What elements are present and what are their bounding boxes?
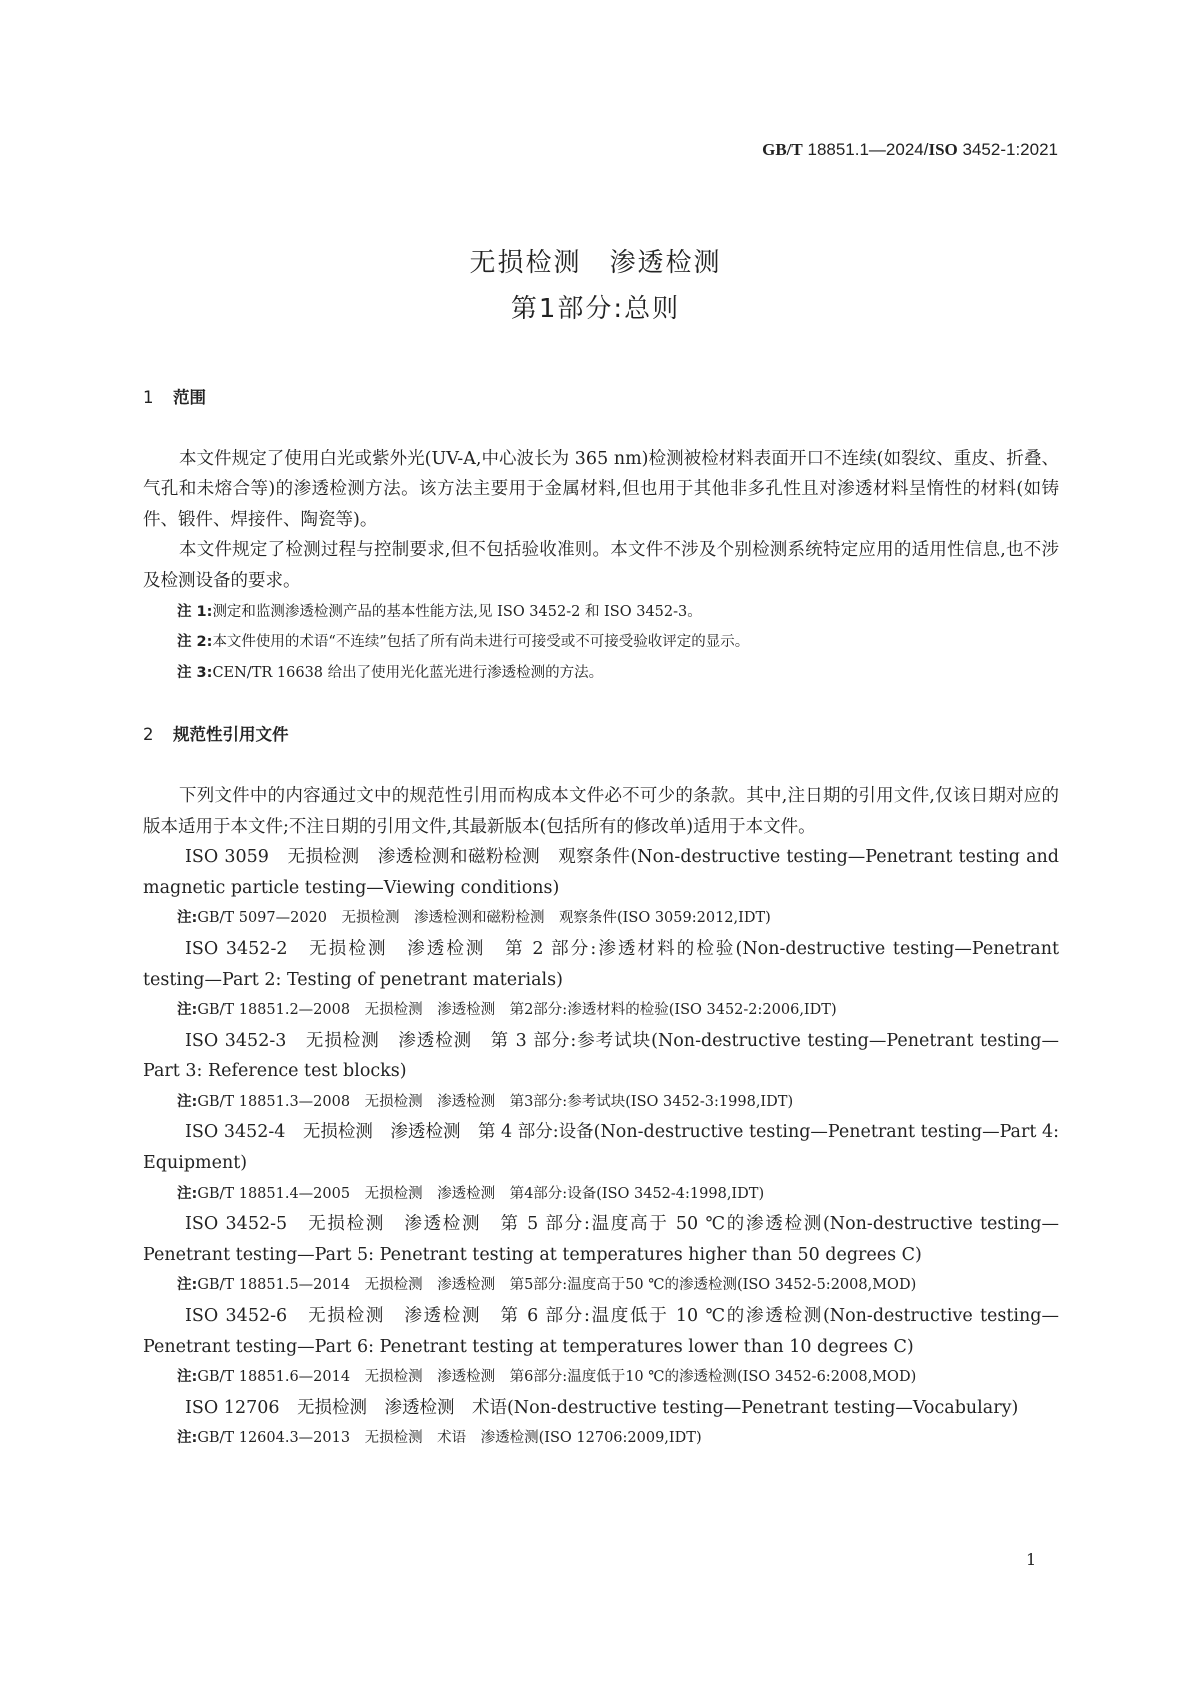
note-label: 注: (177, 1277, 198, 1294)
note-text: GB/T 12604.3—2013 无损检测 术语 渗透检测(ISO 12706:2009,IDT) (197, 1430, 702, 1447)
iso-number: 3452-1:2021 (962, 140, 1058, 159)
std-number: 18851.1—2024/ (807, 140, 929, 159)
note (143, 658, 1059, 689)
reference-list (143, 842, 1059, 1454)
note (143, 627, 1059, 658)
reference-entry: ISO 3059 无损检测 渗透检测和磁粉检测 观察条件(Non-destructive testing—Penetrant testing and magnetic particle testing—Viewing conditions) (143, 847, 1059, 898)
note-text: GB/T 18851.5—2014 无损检测 渗透检测 第5部分:温度高于50 ℃的渗透检测(ISO 3452-5:2008,MOD) (197, 1277, 917, 1294)
reference-entry: ISO 3452-2 无损检测 渗透检测 第 2 部分:渗透材料的检验(Non-destructive testing—Penetrant testing—Part 2: Testing of penetrant materials) (143, 938, 1059, 990)
note-text: CEN/TR 16638 给出了使用光化蓝光进行渗透检测的方法。 (212, 664, 604, 681)
reference-entry: ISO 3452-4 无损检测 渗透检测 第 4 部分:设备(Non-destructive testing—Penetrant testing—Part 4: Equipment) (143, 1122, 1059, 1174)
section-title: 规范性引用文件 (173, 725, 289, 745)
reference-entry: ISO 3452-6 无损检测 渗透检测 第 6 部分:温度低于 10 ℃的渗透检测(Non-destructive testing—Penetrant testing—Part 6: Penetrant testing at temperatures lower than 10 degrees C) (143, 1306, 1059, 1357)
page-number: 1 (1026, 1550, 1037, 1569)
note-label: 注: (177, 1369, 198, 1386)
note-text: GB/T 18851.6—2014 无损检测 渗透检测 第6部分:温度低于10 ℃的渗透检测(ISO 3452-6:2008,MOD) (197, 1369, 917, 1386)
title-line-1: 无损检测 渗透检测 (469, 248, 722, 278)
note-label: 注 1: (177, 603, 213, 620)
reference-note (143, 1087, 1059, 1118)
note (143, 597, 1059, 628)
reference-note (143, 1362, 1059, 1393)
document-body (143, 383, 1059, 1454)
reference-entry: ISO 12706 无损检测 渗透检测 术语(Non-destructive testing—Penetrant testing—Vocabulary) (185, 1397, 1019, 1418)
note-label: 注: (177, 1185, 198, 1202)
note-label: 注: (177, 1093, 198, 1110)
note-text: GB/T 18851.2—2008 无损检测 渗透检测 第2部分:渗透材料的检验(ISO 3452-2:2006,IDT) (197, 1002, 837, 1019)
section-title: 范围 (173, 388, 206, 407)
reference-note (143, 1270, 1059, 1301)
document-title (0, 240, 1191, 332)
note-label: 注: (177, 1430, 198, 1447)
note-label: 注: (177, 910, 198, 927)
section-number: 2 (143, 725, 154, 745)
note-text: 本文件使用的术语“不连续”包括了所有尚未进行可接受或不可接受验收评定的显示。 (212, 634, 750, 651)
paragraph: 本文件规定了使用白光或紫外光(UV-A,中心波长为 365 nm)检测被检材料表面开口不连续(如裂纹、重皮、折叠、气孔和未熔合等)的渗透检测方法。该方法主要用于金属材料,但也用于其他非多孔性且对渗透材料呈惰性的材料(如铸件、锻件、焊接件、陶瓷等)。 (143, 448, 1059, 530)
reference-note (143, 1423, 1059, 1454)
standard-number-header (762, 140, 1058, 160)
note-text: GB/T 18851.3—2008 无损检测 渗透检测 第3部分:参考试块(ISO 3452-3:1998,IDT) (197, 1093, 794, 1110)
paragraph: 本文件规定了检测过程与控制要求,但不包括验收准则。本文件不涉及个别检测系统特定应用的适用性信息,也不涉及检测设备的要求。 (143, 540, 1059, 591)
paragraph: 下列文件中的内容通过文中的规范性引用而构成本文件必不可少的条款。其中,注日期的引用文件,仅该日期对应的版本适用于本文件;不注日期的引用文件,其最新版本(包括所有的修改单)适用于本文件。 (143, 785, 1059, 837)
section-heading-normative-references (143, 720, 1059, 751)
note-label: 注 3: (177, 664, 213, 681)
title-line-2: 第1部分:总则 (510, 294, 681, 324)
reference-note (143, 903, 1059, 934)
note-text: 测定和监测渗透检测产品的基本性能方法,见 ISO 3452-2 和 ISO 3452-3。 (212, 603, 702, 620)
note-text: GB/T 5097—2020 无损检测 渗透检测和磁粉检测 观察条件(ISO 3059:2012,IDT) (197, 910, 771, 927)
section-heading-scope (143, 383, 1059, 414)
reference-note (143, 1179, 1059, 1210)
iso-prefix: ISO (928, 140, 958, 159)
note-text: GB/T 18851.4—2005 无损检测 渗透检测 第4部分:设备(ISO 3452-4:1998,IDT) (197, 1185, 765, 1202)
note-label: 注: (177, 1002, 198, 1019)
note-label: 注 2: (177, 634, 213, 651)
reference-entry: ISO 3452-3 无损检测 渗透检测 第 3 部分:参考试块(Non-destructive testing—Penetrant testing—Part 3: Reference test blocks) (143, 1030, 1059, 1082)
reference-entry: ISO 3452-5 无损检测 渗透检测 第 5 部分:温度高于 50 ℃的渗透检测(Non-destructive testing—Penetrant testing—Part 5: Penetrant testing at temperatures higher than 50 degrees C) (143, 1214, 1059, 1265)
std-prefix: GB/T (762, 140, 803, 159)
section-number: 1 (143, 388, 154, 407)
reference-note (143, 995, 1059, 1026)
